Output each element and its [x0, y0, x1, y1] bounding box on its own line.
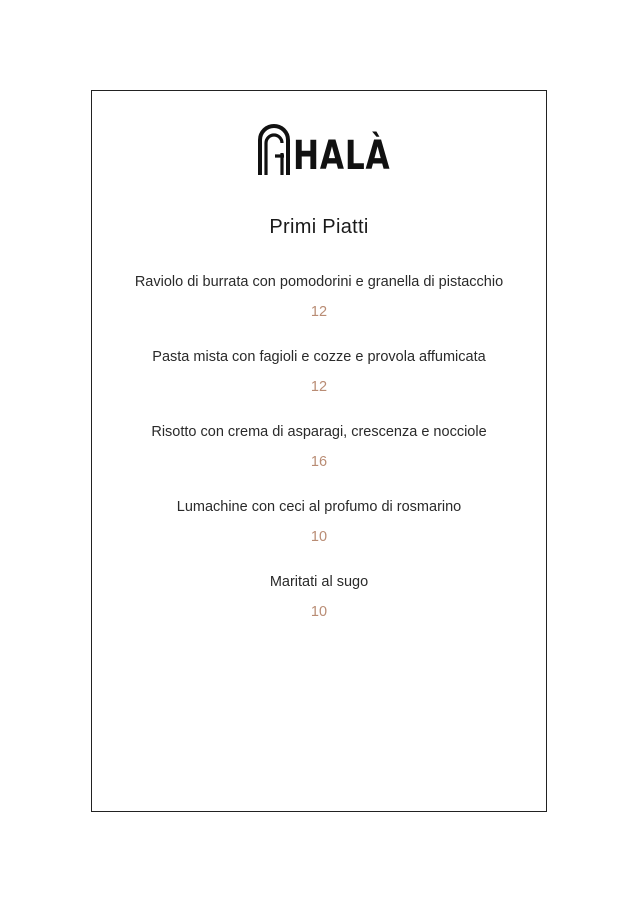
menu-items — [92, 272, 546, 647]
menu-item-price: 12 — [310, 379, 328, 395]
menu-item-price: 10 — [310, 604, 328, 620]
menu-item — [92, 272, 546, 347]
menu-item-price: 16 — [310, 454, 328, 470]
brand-logo — [257, 121, 391, 179]
menu-item-name: Maritati al sugo — [269, 574, 369, 590]
arch-g-icon — [257, 123, 291, 175]
section-title: Primi Piatti — [269, 216, 369, 238]
menu-item — [92, 347, 546, 422]
menu-item-name: Raviolo di burrata con pomodorini e granella di pistacchio — [134, 274, 504, 290]
menu-item — [92, 422, 546, 497]
menu-item-name: Lumachine con ceci al profumo di rosmarino — [176, 499, 462, 515]
brand-name: HALÀ — [293, 133, 391, 179]
menu-card — [91, 90, 547, 812]
menu-item-name: Risotto con crema di asparagi, crescenza e nocciole — [151, 424, 487, 440]
menu-item — [92, 572, 546, 647]
menu-item-price: 10 — [310, 529, 328, 545]
menu-item-name: Pasta mista con fagioli e cozze e provola affumicata — [152, 349, 486, 365]
menu-item — [92, 497, 546, 572]
menu-item-price: 12 — [310, 304, 328, 320]
